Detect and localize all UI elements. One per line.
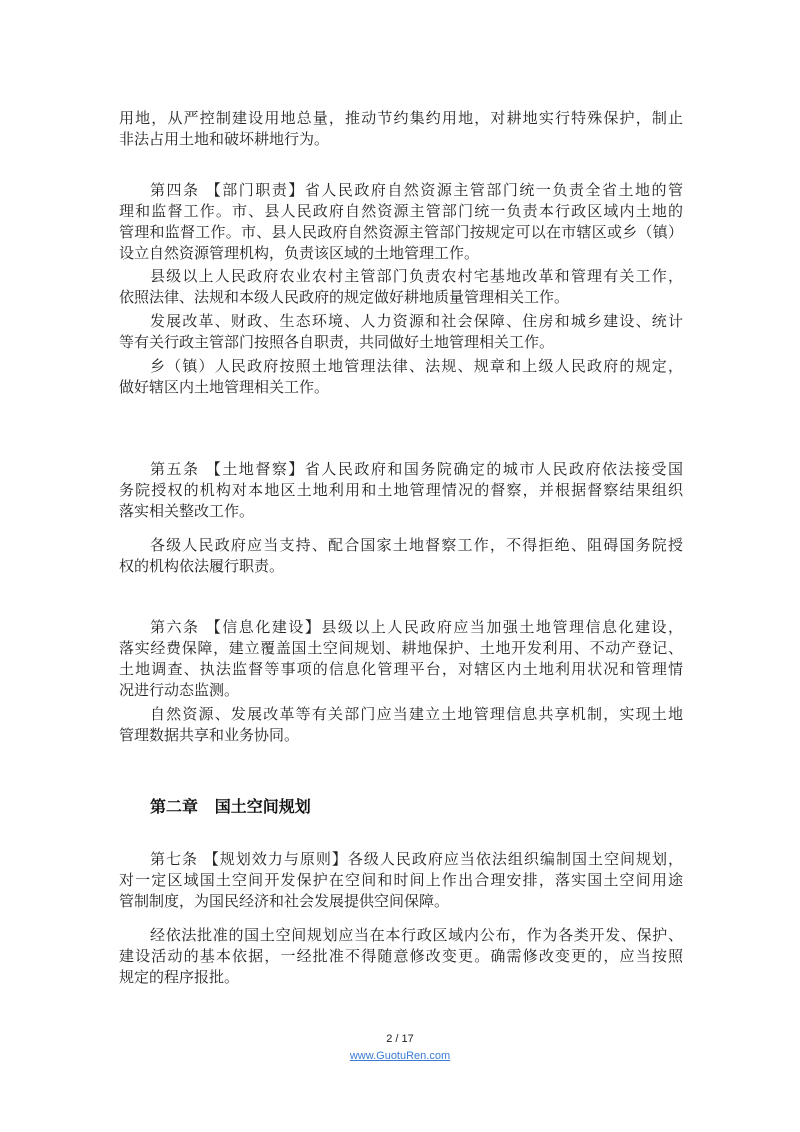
text-line: 理和监督工作。市、县人民政府自然资源主管部门统一负责本行政区域内土地的 (119, 202, 683, 220)
paragraph (119, 617, 683, 701)
text-line: 发展改革、财政、生态环境、人力资源和社会保障、住房和城乡建设、统计 (150, 312, 683, 330)
text-line: 非法占用土地和破坏耕地行为。 (119, 130, 330, 148)
paragraph (119, 108, 683, 150)
paragraph (119, 849, 683, 912)
text-line: 县级以上人民政府农业农村主管部门负责农村宅基地改革和管理有关工作， (150, 267, 683, 285)
text-line: 做好辖区内土地管理相关工作。 (119, 378, 330, 396)
text-line: 设立自然资源管理机构，负责该区域的土地管理工作。 (119, 244, 480, 262)
footer-site (0, 1050, 800, 1062)
text-line: 建设活动的基本依据，一经批准不得随意修改变更。确需修改变更的，应当按照 (119, 947, 683, 965)
paragraph (119, 180, 683, 264)
paragraph (119, 459, 683, 522)
text-line: 管理和监督工作。市、县人民政府自然资源主管部门按规定可以在市辖区或乡（镇） (119, 223, 683, 241)
text-line: 自然资源、发展改革等有关部门应当建立土地管理信息共享机制，实现土地 (150, 705, 683, 723)
paragraph (119, 266, 683, 308)
paragraph (119, 704, 683, 746)
paragraph (119, 925, 683, 988)
text-line: 第五条 【土地督察】省人民政府和国务院确定的城市人民政府依法接受国 (150, 460, 683, 478)
text-line: 管制制度，为国民经济和社会发展提供空间保障。 (119, 892, 450, 910)
text-line: 第四条 【部门职责】省人民政府自然资源主管部门统一负责全省土地的管 (150, 181, 683, 199)
text-line: 务院授权的机构对本地区土地利用和土地管理情况的督察，并根据督察结果组织 (119, 481, 683, 499)
text-line: 规定的程序报批。 (119, 968, 240, 986)
text-line: 落实经费保障，建立覆盖国土空间规划、耕地保护、土地开发利用、不动产登记、 (119, 639, 683, 657)
text-line: 况进行动态监测。 (119, 681, 240, 699)
text-line: 土地调查、执法监督等事项的信息化管理平台，对辖区内土地利用状况和管理情 (119, 660, 683, 678)
text-line: 等有关行政主管部门按照各自职责，共同做好土地管理相关工作。 (119, 333, 555, 351)
text-line: 经依法批准的国土空间规划应当在本行政区域内公布，作为各类开发、保护、 (150, 926, 683, 944)
site-link[interactable]: www.GuotuRen.com (349, 1050, 451, 1062)
text-line: 第六条 【信息化建设】县级以上人民政府应当加强土地管理信息化建设， (150, 618, 683, 636)
text-line: 落实相关整改工作。 (119, 502, 255, 520)
text-line: 对一定区域国土空间开发保护在空间和时间上作出合理安排，落实国土空间用途 (119, 871, 683, 889)
chapter-heading: 第二章 国土空间规划 (150, 797, 311, 816)
text-line: 依照法律、法规和本级人民政府的规定做好耕地质量管理相关工作。 (119, 288, 570, 306)
paragraph (119, 356, 683, 398)
text-line: 权的机构依法履行职责。 (119, 557, 285, 575)
text-line: 用地，从严控制建设用地总量，推动节约集约用地，对耕地实行特殊保护，制止 (119, 109, 683, 127)
text-line: 乡（镇）人民政府按照土地管理法律、法规、规章和上级人民政府的规定， (150, 357, 683, 375)
text-line: 各级人民政府应当支持、配合国家土地督察工作，不得拒绝、阻碍国务院授 (150, 536, 683, 554)
text-line: 管理数据共享和业务协同。 (119, 726, 300, 744)
text-line: 第七条 【规划效力与原则】各级人民政府应当依法组织编制国土空间规划， (150, 850, 683, 868)
paragraph (119, 311, 683, 353)
page-number: 2 / 17 (386, 1033, 414, 1045)
paragraph (119, 535, 683, 577)
